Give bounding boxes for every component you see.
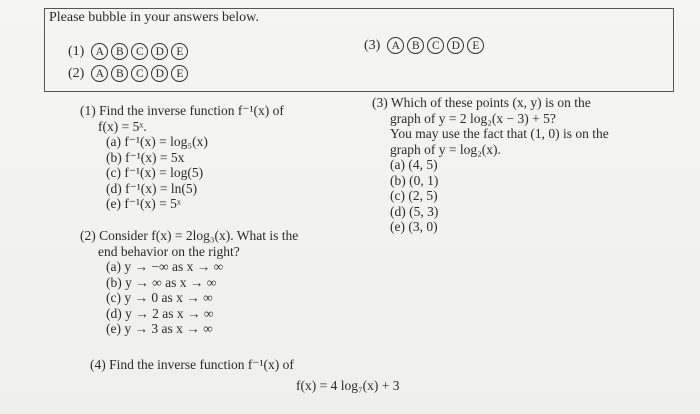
bubble-option[interactable]: C: [131, 43, 148, 60]
question-2-option-b: (b) y → ∞ as x → ∞: [106, 274, 217, 290]
question-2-option-c: (c) y → 0 as x → ∞: [106, 290, 213, 305]
bubble-option[interactable]: D: [151, 65, 168, 82]
instructions-text: Please bubble in your answers below.: [49, 10, 259, 25]
question-1-prompt-cont: f(x) = 5ˣ.: [98, 118, 147, 134]
bubble-option[interactable]: D: [447, 37, 464, 54]
question-3-prompt-cont: graph of y = 2 log₂(x − 3) + 5?: [390, 110, 556, 126]
bubble-option[interactable]: E: [171, 43, 188, 60]
bubble-option[interactable]: E: [171, 65, 188, 82]
bubble-row-label: (3): [364, 37, 381, 53]
question-1-prompt: (1) Find the inverse function f⁻¹(x) of: [80, 103, 284, 118]
bubble-option[interactable]: A: [387, 37, 404, 54]
question-2-option-d: (d) y → 2 as x → ∞: [106, 305, 214, 321]
question-1-option-c: (c) f⁻¹(x) = log(5): [106, 165, 204, 180]
question-3: [372, 95, 609, 235]
bubble-option[interactable]: A: [91, 65, 108, 82]
bubble-option[interactable]: C: [427, 37, 444, 54]
question-1-option-e: (e) f⁻¹(x) = 5ˣ: [106, 196, 181, 211]
question-1-option-d: (d) f⁻¹(x) = ln(5): [106, 180, 198, 196]
question-1-option-a: (a) f⁻¹(x) = log₅(x): [106, 134, 208, 149]
question-2-prompt-cont: end behavior on the right?: [98, 243, 240, 259]
bubble-row-3: [364, 37, 484, 54]
bubble-row-2: [68, 65, 188, 82]
question-3-hint: You may use the fact that (1, 0) is on the: [390, 126, 609, 141]
question-3-hint-cont: graph of y = log₂(x).: [390, 141, 501, 157]
bubble-option[interactable]: D: [151, 43, 168, 60]
question-2-prompt: (2) Consider f(x) = 2log₃(x). What is the: [80, 228, 299, 243]
question-4-formula: f(x) = 4 log₇(x) + 3: [296, 378, 400, 393]
question-4-prompt: (4) Find the inverse function f⁻¹(x) of: [90, 357, 294, 372]
bubble-row-label: (2): [68, 65, 85, 81]
bubble-option[interactable]: E: [467, 37, 484, 54]
bubble-option[interactable]: A: [91, 43, 108, 60]
question-3-option-c: (c) (2, 5): [390, 188, 438, 203]
question-1-option-b: (b) f⁻¹(x) = 5x: [106, 149, 185, 165]
question-3-option-d: (d) (5, 3): [390, 203, 439, 219]
question-3-option-b: (b) (0, 1): [390, 172, 439, 188]
question-2: [80, 228, 298, 337]
question-3-prompt: (3) Which of these points (x, y) is on the: [372, 95, 591, 110]
bubble-option[interactable]: C: [131, 65, 148, 82]
bubble-row-1: [68, 43, 188, 60]
bubble-option[interactable]: B: [111, 43, 128, 60]
question-2-option-e: (e) y → 3 as x → ∞: [106, 321, 213, 336]
bubble-option[interactable]: B: [111, 65, 128, 82]
bubble-option[interactable]: B: [407, 37, 424, 54]
question-3-option-a: (a) (4, 5): [390, 157, 438, 172]
bubble-row-label: (1): [68, 43, 85, 59]
question-2-option-a: (a) y → −∞ as x → ∞: [106, 259, 224, 274]
question-1: [80, 103, 284, 212]
question-3-option-e: (e) (3, 0): [390, 219, 438, 234]
